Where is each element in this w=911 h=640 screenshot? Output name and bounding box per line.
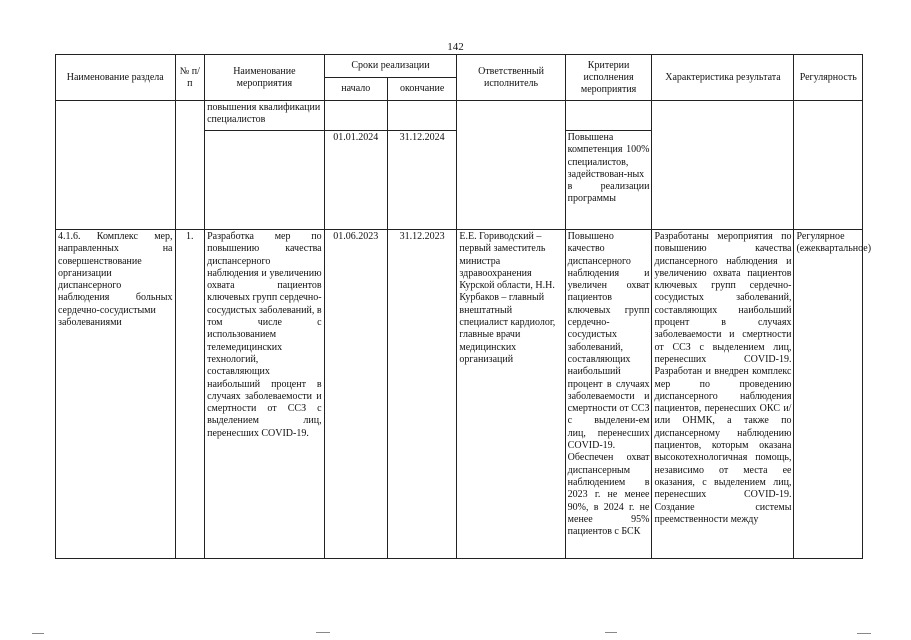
cell-activity: повышения квалификации специалистов <box>205 101 325 131</box>
header-regularity: Регулярность <box>794 55 863 101</box>
header-start: начало <box>324 78 387 101</box>
header-section: Наименование раздела <box>56 55 176 101</box>
header-responsible: Ответственный исполнитель <box>457 55 565 101</box>
cell-start: 01.01.2024 <box>324 131 387 230</box>
plan-table <box>55 54 872 559</box>
scan-mark <box>32 633 44 634</box>
page-number: 142 <box>447 41 464 53</box>
cell-responsible: Е.Е. Гориводский – первый заместитель министра здравоохранения Курской области, Н.Н. Курбаков – главный внештатный специалист кардиолог, главные врачи медицинских организаций <box>457 230 565 559</box>
cell-regularity <box>794 101 863 230</box>
cell-responsible <box>457 101 565 230</box>
cell-regularity: Регулярное (ежеквартальное) <box>794 230 863 559</box>
cell-result: Разработаны мероприятия по повышению качества диспансерного наблюдения и увеличению охвата пациентов ключевых групп сердечно-сосудистых заболеваний, составляющих наибольший процент в случаях заболеваемости и смертности от ССЗ с выделением лиц, перенесших COVID-19. Разработан и внедрен комплекс мер по проведению диспансерного наблюдения пациентов, перенесших ОКС и/или ОНМК, а также по диспансерному наблюдению пациентов, которым оказана высокотехнологичная помощь, независимо от места ее оказания, с выделением лиц, перенесших COVID-19. Создание системы преемственности между <box>652 230 794 559</box>
scan-edge-marks <box>0 630 911 640</box>
header-row-1 <box>56 55 863 78</box>
header-result: Характеристика результата <box>652 55 794 101</box>
cell-start <box>324 101 387 131</box>
cell-section <box>56 101 176 230</box>
cell-section: 4.1.6. Комплекс мер, направленных на совершенствование организации диспансерного наблюдения больных сердечно-сосудистыми заболеваниями <box>56 230 176 559</box>
header-end: окончание <box>387 78 456 101</box>
scan-mark <box>605 632 617 633</box>
table-row <box>56 101 863 131</box>
cell-start: 01.06.2023 <box>324 230 387 559</box>
cell-criteria: Повышена компетенция 100% специалистов, задействован-ных в реализации программы <box>565 131 652 230</box>
header-activity: Наименование мероприятия <box>205 55 325 101</box>
header-deadlines: Сроки реализации <box>324 55 457 78</box>
table-row <box>56 230 863 559</box>
cell-criteria: Повышено качество диспансерного наблюдения и увеличен охват пациентов ключевых групп сердечно-сосудистых заболеваний, составляющих наибольший процент в случаях заболеваемости и смертности от ССЗ с выделени-ем лиц, перенесших COVID-19. Обеспечен охват диспансерным наблюдением в 2023 г. не менее 90%, в 2024 г. не менее 95% пациентов с БСК <box>565 230 652 559</box>
cell-result <box>652 101 794 230</box>
header-criteria: Критерии исполнения мероприятия <box>565 55 652 101</box>
cell-end: 31.12.2023 <box>387 230 456 559</box>
cell-num <box>175 101 205 230</box>
cell-activity: Разработка мер по повышению качества диспансерного наблюдения и увеличению охвата пациентов ключевых групп сердечно-сосудистых заболеваний, в том числе с использованием телемедицинских технологий, составляющих наибольший процент в случаях заболеваемости и смертности от ССЗ с выделением лиц, перенесших COVID-19. <box>205 230 325 559</box>
cell-num: 1. <box>175 230 205 559</box>
scan-mark <box>316 632 330 633</box>
cell-activity <box>205 131 325 230</box>
header-num: № п/п <box>175 55 205 101</box>
cell-end: 31.12.2024 <box>387 131 456 230</box>
cell-criteria <box>565 101 652 131</box>
cell-end <box>387 101 456 131</box>
scan-mark <box>857 633 871 634</box>
